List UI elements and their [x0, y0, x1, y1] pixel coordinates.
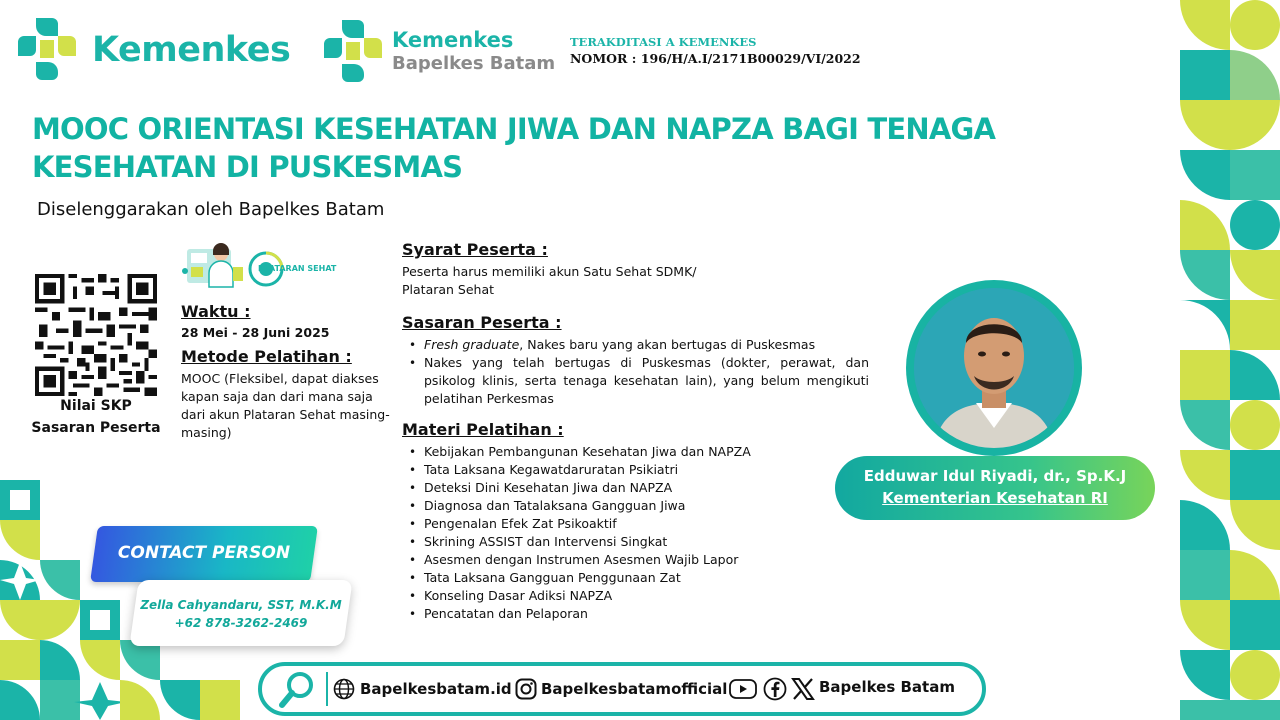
waktu-heading: Waktu :	[181, 302, 251, 321]
metode-value: MOOC (Fleksibel, dapat diakses kapan saja dan dari mana saja dari akun Plataran Sehat masing-masing)	[181, 371, 390, 440]
list-item: • Pengenalan Efek Zat Psikoaktif	[424, 515, 869, 533]
decorative-pattern-right	[1180, 0, 1280, 720]
x-twitter-icon[interactable]	[791, 677, 815, 701]
instagram-handle[interactable]: Bapelkesbatamofficial	[541, 680, 728, 698]
speaker-portrait-icon	[914, 288, 1074, 448]
syarat-heading: Syarat Peserta :	[402, 240, 548, 259]
syarat-value	[402, 263, 822, 299]
qr-label-line2: Sasaran Peserta	[31, 420, 161, 436]
syarat-line2: Plataran Sehat	[402, 282, 495, 297]
sasaran-item1-rest: , Nakes baru yang akan bertugas di Puskesmas	[519, 337, 816, 352]
kemenkes-logo-icon	[18, 18, 76, 80]
list-item: • Nakes yang telah bertugas di Puskesmas (dokter, perawat, dan psikolog klinis, serta tenaga kesehatan lain), yang belum mengikuti pelatihan Perkesmas	[424, 354, 869, 408]
plataran-sehat-logo-text: PLATARAN SEHAT	[258, 264, 337, 273]
organizer-subtitle: Diselenggarakan oleh Bapelkes Batam	[37, 199, 385, 220]
accreditation-number: NOMOR : 196/H/A.I/2171B00029/VI/2022	[570, 51, 861, 66]
materi-heading: Materi Pelatihan :	[402, 420, 564, 439]
kemenkes-logo-text: Kemenkes	[92, 30, 291, 70]
speaker-name-pill	[835, 456, 1155, 520]
sasaran-list	[424, 336, 869, 408]
materi-list	[424, 443, 869, 623]
sasaran-heading: Sasaran Peserta :	[402, 313, 562, 332]
bapelkes-logo-text-line2: Bapelkes Batam	[392, 53, 556, 74]
list-item: • Pencatatan dan Pelaporan	[424, 605, 869, 623]
list-item: • Tata Laksana Gangguan Penggunaan Zat	[424, 569, 869, 587]
speaker-institution-link[interactable]: Kementerian Kesehatan RI	[882, 489, 1108, 507]
globe-icon	[333, 678, 355, 700]
list-item: • Kebijakan Pembangunan Kesehatan Jiwa dan NAPZA	[424, 443, 869, 461]
page-title: MOOC ORIENTASI KESEHATAN JIWA DAN NAPZA BAGI TENAGA KESEHATAN DI PUSKESMAS	[32, 112, 996, 184]
contact-phone[interactable]: +62 878-3262-2469	[174, 616, 308, 630]
youtube-icon[interactable]	[729, 679, 757, 699]
qr-code-icon[interactable]	[35, 274, 157, 396]
contact-name: Zella Cahyandaru, SST, M.K.M	[140, 598, 342, 612]
speaker-photo	[914, 288, 1074, 448]
list-item: • Konseling Dasar Adiksi NAPZA	[424, 587, 869, 605]
contact-card	[129, 580, 352, 646]
qr-label-line1: Nilai SKP	[60, 398, 132, 414]
list-item: • Deteksi Dini Kesehatan Jiwa dan NAPZA	[424, 479, 869, 497]
list-item: • Skrining ASSIST dan Intervensi Singkat	[424, 533, 869, 551]
divider	[326, 672, 328, 706]
health-worker-illustration-icon	[181, 241, 245, 291]
speaker-name: Edduwar Idul Riyadi, dr., Sp.K.J	[863, 467, 1127, 485]
accreditation-label: TERAKDITASI A KEMENKES	[570, 35, 757, 49]
syarat-line1: Peserta harus memiliki akun Satu Sehat SDMK/	[402, 264, 697, 279]
metode-heading: Metode Pelatihan :	[181, 347, 352, 366]
list-item: • Asesmen dengan Instrumen Asesmen Wajib Lapor	[424, 551, 869, 569]
website-link[interactable]: Bapelkesbatam.id	[360, 680, 512, 698]
bapelkes-logo-text-line1: Kemenkes	[392, 28, 514, 52]
bapelkes-logo-icon	[324, 20, 382, 82]
list-item: • Tata Laksana Kegawatdaruratan Psikiatri	[424, 461, 869, 479]
instagram-icon[interactable]	[515, 678, 537, 700]
list-item	[424, 336, 869, 354]
list-item: • Diagnosa dan Tatalaksana Gangguan Jiwa	[424, 497, 869, 515]
sasaran-item1-italic: Fresh graduate	[424, 337, 520, 352]
facebook-icon[interactable]	[763, 677, 787, 701]
social-handle-others[interactable]: Bapelkes Batam	[819, 678, 955, 696]
contact-person-label: CONTACT PERSON	[117, 543, 291, 563]
search-icon	[278, 669, 318, 709]
waktu-value: 28 Mei - 28 Juni 2025	[181, 325, 330, 340]
